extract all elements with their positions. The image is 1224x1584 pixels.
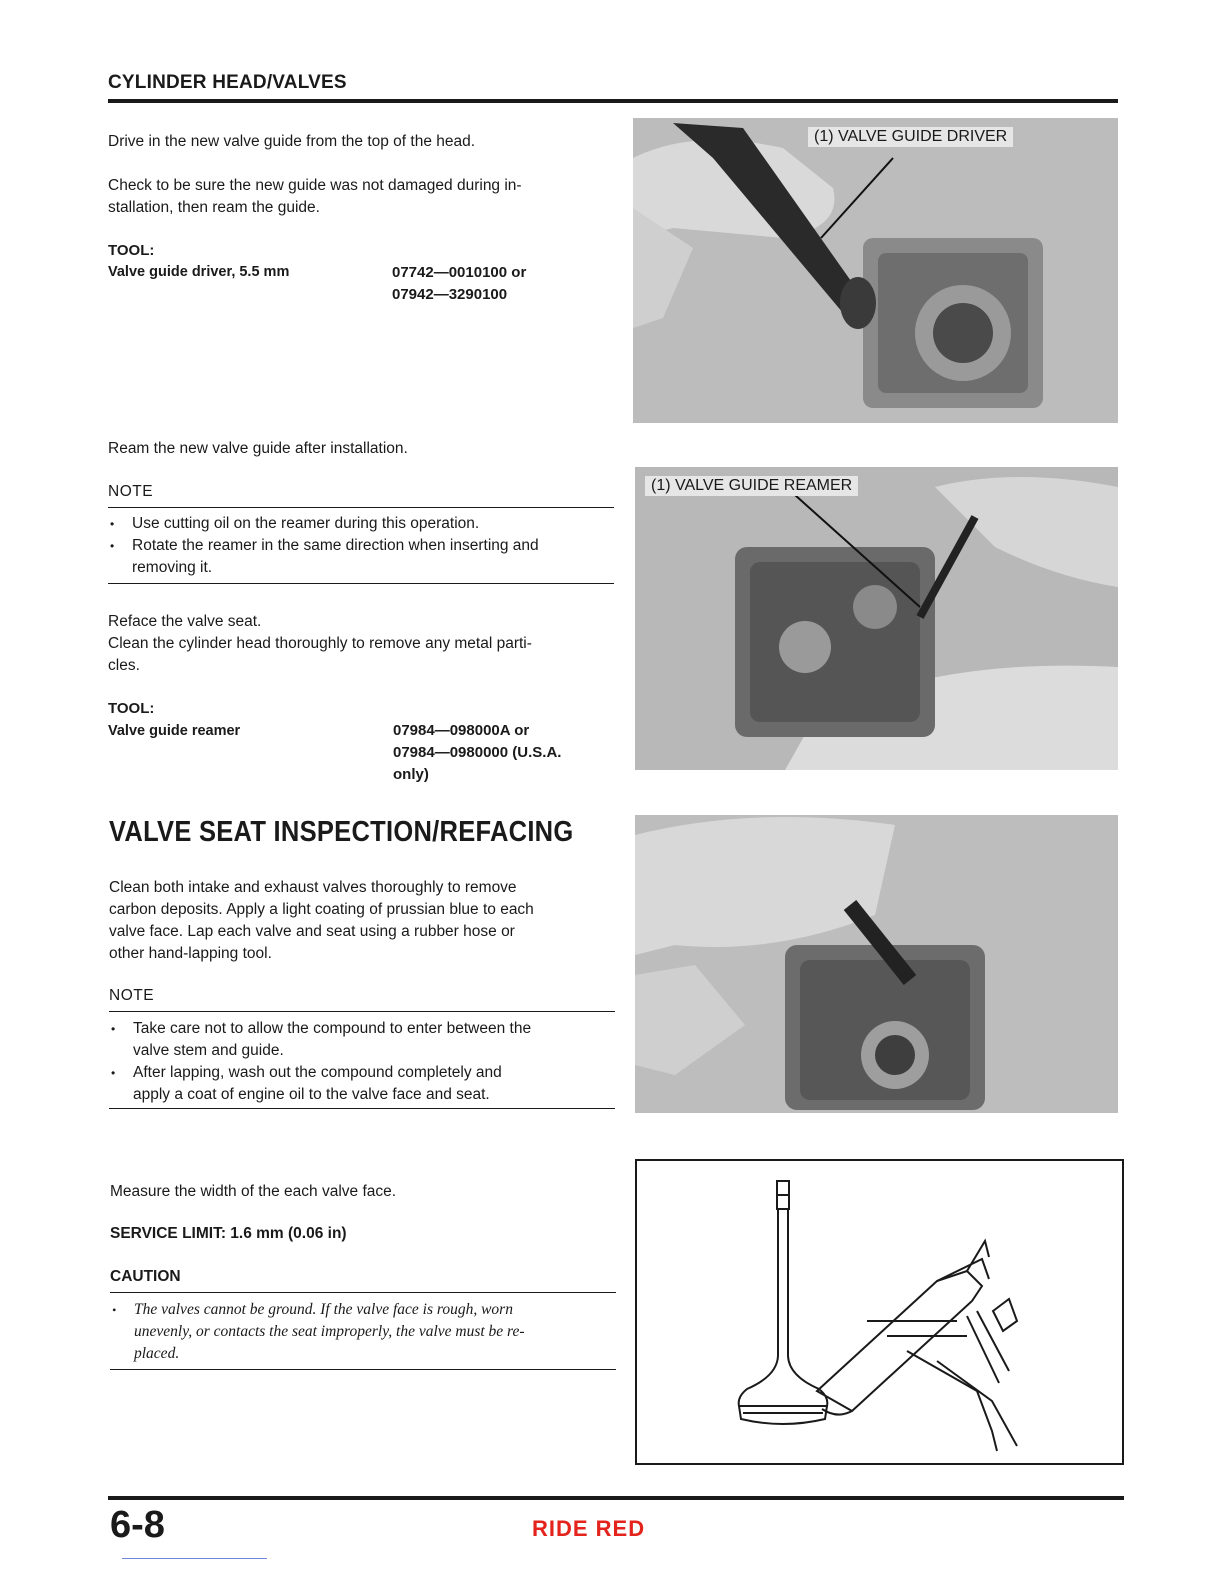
paragraph-line: other hand-lapping tool. xyxy=(109,945,272,962)
paragraph-drive-guide: Drive in the new valve guide from the top of the head. xyxy=(108,133,476,150)
note-line: • Rotate the reamer in the same direction when inserting and xyxy=(132,537,539,554)
paragraph-reface-seat: Reface the valve seat. xyxy=(108,613,262,630)
note-item: • Use cutting oil on the reamer during this operation. xyxy=(108,513,618,535)
tool-name-driver: Valve guide driver, 5.5 mm xyxy=(108,264,290,280)
caution-label: CAUTION xyxy=(110,1268,181,1285)
paragraph-line: Check to be sure the new guide was not damaged during in- xyxy=(108,177,522,194)
footer-rule xyxy=(108,1496,1124,1500)
photo-valve-guide-reamer xyxy=(635,467,1118,770)
tool-label: TOOL: xyxy=(108,700,155,717)
tool-part-number: only) xyxy=(393,766,429,783)
caution-item xyxy=(110,1299,622,1365)
note-line: • After lapping, wash out the compound completely and xyxy=(133,1064,502,1081)
note-item xyxy=(109,1018,621,1062)
note-line: apply a coat of engine oil to the valve face and seat. xyxy=(133,1086,490,1103)
note-bottom-rule xyxy=(108,583,614,584)
note-line: • Take care not to allow the compound to enter between the xyxy=(133,1020,532,1037)
brand-logo-text: RIDE RED xyxy=(532,1516,646,1541)
diagram-valve-face-measurement xyxy=(635,1159,1124,1465)
caution-list xyxy=(110,1299,622,1365)
tool-part-number: 07942—3290100 xyxy=(392,286,508,303)
note-top-rule xyxy=(109,1011,615,1012)
callout-valve-guide-reamer: (1) VALVE GUIDE REAMER xyxy=(645,476,858,496)
tool-part-number: 07984—0980000 (U.S.A. xyxy=(393,744,562,761)
note-list xyxy=(108,513,618,579)
section-title: VALVE SEAT INSPECTION/REFACING xyxy=(109,816,574,848)
caution-line: placed. xyxy=(134,1345,180,1362)
page-number: 6-8 xyxy=(110,1504,165,1546)
service-limit: SERVICE LIMIT: 1.6 mm (0.06 in) xyxy=(110,1225,347,1242)
bottom-underline xyxy=(122,1558,267,1559)
caution-top-rule xyxy=(110,1292,616,1293)
page-header-title: CYLINDER HEAD/VALVES xyxy=(108,72,347,93)
photo-valve-guide-driver xyxy=(633,118,1118,423)
paragraph-clean-valves xyxy=(109,877,621,965)
caution-line: • The valves cannot be ground. If the valve face is rough, worn xyxy=(134,1301,513,1318)
tool-part-numbers-driver xyxy=(392,262,526,306)
photo-valve-lapping xyxy=(635,815,1118,1113)
paragraph-line: valve face. Lap each valve and seat using a rubber hose or xyxy=(109,923,515,940)
paragraph-line: cles. xyxy=(108,657,140,674)
paragraph-line: carbon deposits. Apply a light coating of prussian blue to each xyxy=(109,901,534,918)
note-item xyxy=(109,1062,621,1106)
note-label: NOTE xyxy=(108,483,154,500)
caution-line: unevenly, or contacts the seat improperly, the valve must be re- xyxy=(134,1323,525,1340)
tool-label: TOOL: xyxy=(108,242,155,259)
paragraph-line: Clean the cylinder head thoroughly to remove any metal parti- xyxy=(108,635,532,652)
note-bottom-rule xyxy=(109,1108,615,1109)
paragraph-line: stallation, then ream the guide. xyxy=(108,199,320,216)
note-top-rule xyxy=(108,507,614,508)
header-rule xyxy=(108,99,1118,103)
paragraph-clean-head xyxy=(108,633,620,677)
note-line: valve stem and guide. xyxy=(133,1042,284,1059)
tool-name-reamer: Valve guide reamer xyxy=(108,723,241,739)
tool-part-numbers-reamer xyxy=(393,720,561,786)
callout-valve-guide-driver: (1) VALVE GUIDE DRIVER xyxy=(808,127,1013,147)
caution-bottom-rule xyxy=(110,1369,616,1370)
paragraph-line: Clean both intake and exhaust valves thoroughly to remove xyxy=(109,879,517,896)
paragraph-measure-width: Measure the width of the each valve face. xyxy=(110,1183,397,1200)
note-line: removing it. xyxy=(132,559,213,576)
note-label: NOTE xyxy=(109,987,155,1004)
note-item xyxy=(108,535,618,579)
paragraph-check-guide xyxy=(108,175,618,219)
note-list xyxy=(109,1018,621,1106)
tool-part-number: 07984—098000A or xyxy=(393,722,530,739)
paragraph-ream-guide: Ream the new valve guide after installation. xyxy=(108,440,408,457)
tool-part-number: 07742—0010100 or xyxy=(392,264,527,281)
